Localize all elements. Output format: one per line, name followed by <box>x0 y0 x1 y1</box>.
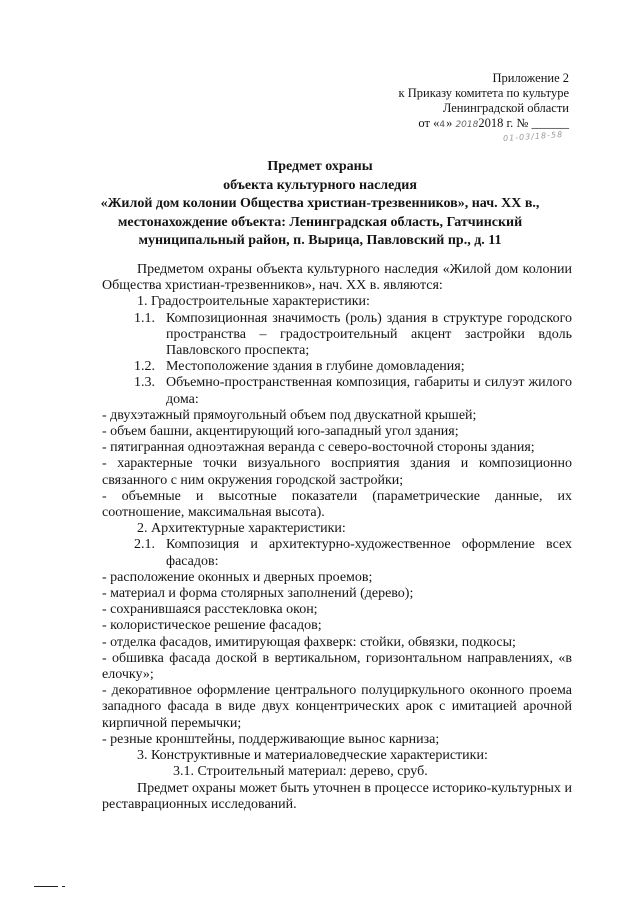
appendix-label: Приложение 2 <box>492 71 569 85</box>
list-item <box>102 359 572 375</box>
title-line-3: «Жилой дом колонии Общества христиан-трезвенников», нач. XX в., <box>100 196 540 211</box>
date-suffix: 2018 г. № <box>478 116 532 130</box>
bullet-item: - колористическое решение фасадов; <box>102 618 322 634</box>
section-1-heading: 1. Градостроительные характеристики: <box>137 294 370 310</box>
date-prefix: от « <box>418 116 440 130</box>
item-number: 1.1. <box>134 310 155 326</box>
date-mid: » <box>446 116 456 130</box>
page-footer-mark <box>34 886 58 887</box>
page-footer-mark-dot <box>62 886 65 887</box>
list-item <box>102 311 572 360</box>
bullet-item: - резные кронштейны, поддерживающие вынос карниза; <box>102 731 440 747</box>
bullet-item: - сохранившаяся расстекловка окон; <box>102 602 318 618</box>
bullet-item: - пятигранная одноэтажная веранда с северо-восточной стороны здания; <box>102 440 535 456</box>
section-3-heading: 3. Конструктивные и материаловедческие характеристики: <box>137 748 488 764</box>
item-text: Местоположение здания в глубине домовладения; <box>166 359 465 375</box>
section-2-heading: 2. Архитектурные характеристики: <box>137 521 346 537</box>
list-item <box>102 375 572 407</box>
bullet-item: - декоративное оформление центрального полуциркульного оконного проема западного фасада в виде двух концентрических арок с имитацией арочной кирпичной перемычки; <box>102 683 572 731</box>
list-item <box>102 537 572 569</box>
order-number-blank: ______ <box>531 116 569 130</box>
bullet-item: - расположение оконных и дверных проемов; <box>102 569 373 585</box>
item-text: Композиционная значимость (роль) здания в структуре городского пространства – градостроительный акцент застройки вдоль Павловского проспекта; <box>166 310 572 359</box>
handwritten-day: 4 <box>439 120 447 130</box>
section-3-item: 3.1. Строительный материал: дерево, сруб. <box>173 764 428 780</box>
document-title <box>100 158 540 251</box>
appendix-header <box>339 71 569 144</box>
handwritten-registration-stamp: 01-03/18-58 <box>502 129 564 144</box>
order-reference: к Приказу комитета по культуре <box>398 86 569 100</box>
bullet-item: - объем башни, акцентирующий юго-западный угол здания; <box>102 424 459 440</box>
title-line-1: Предмет охраны <box>267 159 373 174</box>
item-number: 1.2. <box>134 359 155 375</box>
bullet-item: - материал и форма столярных заполнений (дерево); <box>102 586 414 602</box>
bullet-item: - характерные точки визуального восприятия здания и композиционно связанного с ним окружения городской застройки; <box>102 456 572 488</box>
item-number: 2.1. <box>134 537 155 553</box>
item-text: Композиция и архитектурно-художественное оформление всех фасадов: <box>166 537 572 569</box>
closing-paragraph: Предмет охраны может быть уточнен в процессе историко-культурных и реставрационных исследований. <box>102 780 572 812</box>
intro-paragraph: Предметом охраны объекта культурного наследия «Жилой дом колонии Общества христиан-трезвенников», нач. XX в. являются: <box>102 262 572 294</box>
item-number: 1.3. <box>134 375 155 391</box>
bullet-item: - объемные и высотные показатели (параметрические данные, их соотношение, максимальная высота). <box>102 488 572 521</box>
bullet-item: - отделка фасадов, имитирующая фахверк: стойки, обвязки, подкосы; <box>102 634 516 650</box>
bullet-item: - двухэтажный прямоугольный объем под двускатной крышей; <box>102 407 477 423</box>
item-text: Объемно-пространственная композиция, габариты и силуэт жилого дома: <box>166 375 572 407</box>
document-body <box>102 262 572 813</box>
handwritten-month: 2018 <box>455 120 479 130</box>
bullet-item: - обшивка фасада доской в вертикальном, горизонтальном направлениях, «в елочку»; <box>102 650 572 683</box>
title-line-4: местонахождение объекта: Ленинградская область, Гатчинский <box>117 214 523 230</box>
title-line-5: муниципальный район, п. Вырица, Павловский пр., д. 11 <box>138 233 502 248</box>
region-label: Ленинградской области <box>442 101 569 115</box>
title-line-2: объекта культурного наследия <box>223 177 417 193</box>
